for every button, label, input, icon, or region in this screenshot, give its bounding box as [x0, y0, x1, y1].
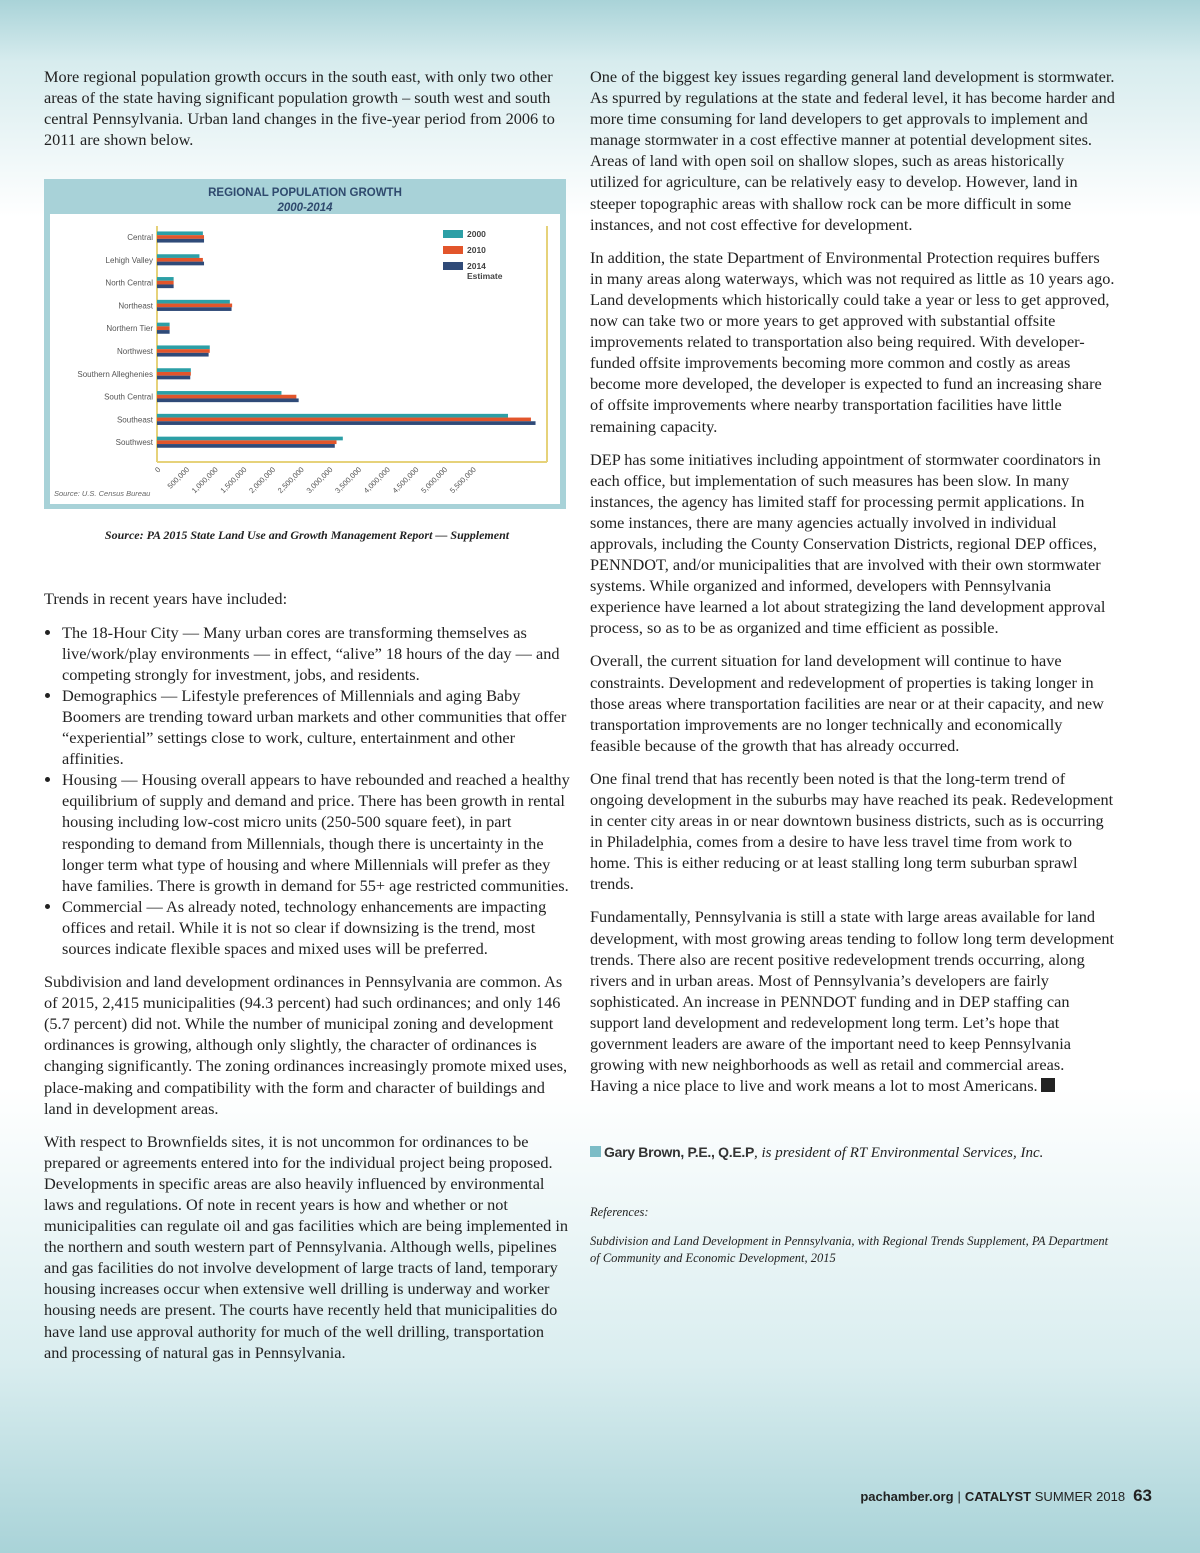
legend-swatch-2000	[443, 230, 463, 238]
final-trend-paragraph: One final trend that has recently been noted is that the long-term trend of ongoing development in the suburbs may have reached its peak. Redevelopment in center city areas in or near downtown business districts, such as is occurring in Philadelphia, comes from a desire to have less travel time from work to home. This is either reducing or at least stalling long term suburban sprawl trends.	[590, 768, 1114, 894]
tick-label: 2,500,000	[275, 465, 306, 496]
chart-caption: Source: PA 2015 State Land Use and Growth Management Report — Supplement	[104, 528, 510, 543]
references	[590, 1204, 1116, 1267]
trend-item: • Housing — Housing overall appears to have rebounded and reached a healthy equilibrium of supply and demand and price. There has been growth in rental housing including low-cost micro units (250-500 square feet), in part responding to demand from Millennials, though there is uncertainty in the longer term what type of housing and where Millennials will prefer as they have families. There is growth in demand for 55+ age restricted communities.	[62, 769, 570, 896]
category-label: Northeast	[118, 301, 153, 311]
category-label: Southeast	[116, 415, 153, 425]
trend-item: • The 18-Hour City — Many urban cores are transforming themselves as live/work/play environments — in effect, “alive” 18 hours of the day — and competing strongly for investment, jobs, and residents.	[62, 622, 570, 685]
author-role: , is president of RT Environmental Services, Inc.	[754, 1145, 1044, 1162]
category-label: Northern Tier	[106, 324, 153, 334]
tick-label: 2,000,000	[247, 465, 278, 496]
bar-2000-southeast	[157, 414, 508, 418]
bar-2010-central	[157, 236, 204, 240]
bar-2010-southwest	[157, 441, 337, 445]
bar-2000-north-central	[157, 277, 174, 281]
stormwater-paragraph: One of the biggest key issues regarding general land development is stormwater. As spurred by regulations at the state and federal level, it has become harder and more time consuming for land developers to get approvals to implement and manage stormwater in a cost effective manner at potential development sites. Areas of land with open soil on shallow slopes, such as areas historically utilized for agriculture, can be relatively easy to develop. However, land in steeper topographic areas with shallow rock can be more difficult in some instances, and not cost effective for development.	[590, 67, 1115, 234]
bar-2000-lehigh-valley	[157, 255, 199, 259]
conclusion-paragraph	[590, 906, 1116, 1096]
conclusion-text: Fundamentally, Pennsylvania is still a state with large areas available for land development, with most growing areas tending to follow long term development trends. There also are recent positive redevelopment trends occurring, along rivers and in urban areas. Most of Pennsylvania’s developers are fairly sophisticated. An increase in PENNDOT funding and in DEP staffing can support land development and redevelopment long term. Let’s hope that government leaders are aware of the important need to keep Pennsylvania growing with new neighborhoods as well as retail and commercial areas. Having a nice place to live and work means a lot to most Americans.	[590, 907, 1115, 1096]
legend-label-estimate: Estimate	[467, 271, 503, 282]
tick-label: 1,000,000	[189, 465, 220, 496]
bar-2014-north-central	[157, 285, 174, 289]
trends-list	[44, 622, 570, 960]
category-label: Central	[127, 233, 153, 243]
bar-2010-northeast	[157, 304, 232, 308]
footer-site: pachamber.org	[860, 1489, 954, 1504]
bar-2014-southeast	[157, 422, 536, 426]
trends-intro: Trends in recent years have included:	[44, 589, 288, 609]
bar-2010-southern-alleghenies	[157, 372, 191, 376]
bar-2010-northwest	[157, 350, 210, 354]
bar-2000-northeast	[157, 300, 230, 304]
trend-item: • Demographics — Lifestyle preferences of Millennials and aging Baby Boomers are trending toward urban markets and other communities that offer “experiential” settings close to work, culture, entertainment and other affinities.	[62, 685, 570, 769]
bar-2000-northern-tier	[157, 323, 170, 327]
bar-2010-north-central	[157, 281, 174, 285]
category-label: Northwest	[116, 347, 153, 357]
chart-svg	[50, 214, 560, 504]
tick-label: 0	[153, 465, 163, 475]
footer-separator: |	[957, 1489, 961, 1504]
bar-2010-northern-tier	[157, 327, 170, 331]
chart-source: Source: U.S. Census Bureau	[54, 489, 151, 499]
overall-paragraph: Overall, the current situation for land development will continue to have constraints. Development and redevelopment of properties is taking longer in those areas where transportation facilities are near or at their capacity, and new transportation improvements are no longer technically and economically feasible because of the growth that has already occurred.	[590, 651, 1104, 755]
bar-2000-south-central	[157, 391, 281, 395]
end-mark-icon	[1041, 1078, 1055, 1092]
category-label: South Central	[104, 392, 153, 402]
category-label: Lehigh Valley	[105, 256, 153, 266]
dep-paragraph: DEP has some initiatives including appointment of stormwater coordinators in each office, but implementation of such measures has been slow. In many instances, the agency has limited staff for processing permit applications. In some instances, there are many agencies actually involved in individual approvals, including the County Conservation Districts, regional DEP offices, PENNDOT, and/or municipalities that are involved with their own stormwater systems. While organized and informed, developers with Pennsylvania experience have learned a lot about strategizing the land development approval process, so as to be as organized and time efficient as possible.	[590, 449, 1106, 638]
tick-label: 4,500,000	[390, 465, 421, 496]
author-byline	[590, 1142, 1116, 1164]
left-column	[44, 66, 570, 1375]
legend-label-2010: 2010	[467, 245, 486, 256]
right-column	[590, 66, 1116, 1279]
tick-label: 3,000,000	[304, 465, 335, 496]
bar-2010-lehigh-valley	[157, 258, 203, 262]
chart-subtitle: 2000-2014	[277, 202, 333, 215]
category-label: North Central	[105, 278, 153, 288]
bar-2000-southwest	[157, 437, 343, 441]
population-chart	[44, 179, 566, 509]
buffers-paragraph: In addition, the state Department of Environmental Protection requires buffers in many areas along waterways, which was not required as little as 10 years ago. Land developments which historically could take a year or less to get approved, now can take two or more years to get approved with substantial offsite improvements related to transportation also being required. With developer-funded offsite improvements becoming more common and costly as areas become more developed, the developer is expected to fund an increasing share of offsite improvements where nearby transportation facilities have little remaining capacity.	[590, 247, 1115, 436]
ordinances-paragraph: Subdivision and land development ordinances in Pennsylvania are common. As of 2015, 2,415 municipalities (94.3 percent) had such ordinances; and only 146 (5.7 percent) did not. While the number of municipal zoning and development ordinances is growing, although only slightly, the character of ordinances is changing significantly. The zoning ordinances increasingly promote mixed uses, place-making and compatibility with the form and character of buildings and land in development areas.	[44, 972, 568, 1118]
bullet-square-icon	[590, 1146, 601, 1157]
bar-2014-southern-alleghenies	[157, 376, 190, 380]
bar-2014-northwest	[157, 353, 209, 357]
references-label: References:	[590, 1205, 649, 1220]
tick-label: 500,000	[165, 465, 192, 491]
tick-label: 1,500,000	[218, 465, 249, 496]
legend-swatch-2014	[443, 262, 463, 270]
bar-2014-central	[157, 239, 204, 243]
reference-item: Subdivision and Land Development in Pennsylvania, with Regional Trends Supplement, PA Department of Community and Economic Development, 2015	[590, 1234, 1109, 1266]
legend-label-2014: 2014	[467, 261, 486, 272]
page-footer	[860, 1486, 1152, 1506]
brownfields-paragraph: With respect to Brownfields sites, it is not uncommon for ordinances to be prepared or agreements entered into for the individual project being proposed. Developments in specific areas are also heavily influenced by environmental laws and regulations. Of note in recent years is how and whether or not municipalities can regulate oil and gas facilities which are being implemented in the northern and south western part of Pennsylvania. Although wells, pipelines and gas facilities do not involve development of large tracts of land, temporary housing increases occur when extensive well drilling is underway and worker housing needs are present. The courts have recently held that municipalities do have land use approval authority for much of the well drilling, transportation and processing of natural gas in Pennsylvania.	[44, 1131, 568, 1362]
tick-label: 5,500,000	[447, 465, 478, 496]
tick-label: 3,500,000	[333, 465, 364, 496]
bar-2010-southeast	[157, 418, 531, 422]
category-label: Southwest	[115, 438, 153, 448]
legend-label-2000: 2000	[467, 229, 486, 240]
bar-2000-southern-alleghenies	[157, 369, 191, 373]
bar-2000-central	[157, 232, 203, 236]
footer-issue: SUMMER 2018	[1034, 1489, 1126, 1504]
trend-item: • Commercial — As already noted, technology enhancements are impacting offices and retail. While it is not so clear if downsizing is the trend, most sources indicate flexible spaces and mixed uses will be preferred.	[62, 896, 570, 959]
footer-magazine: CATALYST	[964, 1489, 1032, 1504]
category-label: Southern Alleghenies	[77, 370, 153, 380]
author-name: Gary Brown, P.E., Q.E.P	[604, 1144, 755, 1161]
bar-2014-lehigh-valley	[157, 262, 204, 266]
tick-label: 4,000,000	[361, 465, 392, 496]
tick-label: 5,000,000	[419, 465, 450, 496]
page-number: 63	[1133, 1486, 1152, 1505]
bar-2014-northeast	[157, 308, 232, 312]
chart-plot-area	[50, 214, 560, 504]
bar-2014-northern-tier	[157, 330, 170, 334]
chart-title: REGIONAL POPULATION GROWTH	[208, 187, 402, 200]
legend-swatch-2010	[443, 246, 463, 254]
bar-2000-northwest	[157, 346, 210, 350]
intro-paragraph: More regional population growth occurs in the south east, with only two other areas of the state having significant population growth – south west and south central Pennsylvania. Urban land changes in the five-year period from 2006 to 2011 are shown below.	[44, 67, 555, 150]
bar-2010-south-central	[157, 395, 296, 399]
bar-2014-south-central	[157, 399, 299, 403]
bar-2014-southwest	[157, 444, 335, 448]
